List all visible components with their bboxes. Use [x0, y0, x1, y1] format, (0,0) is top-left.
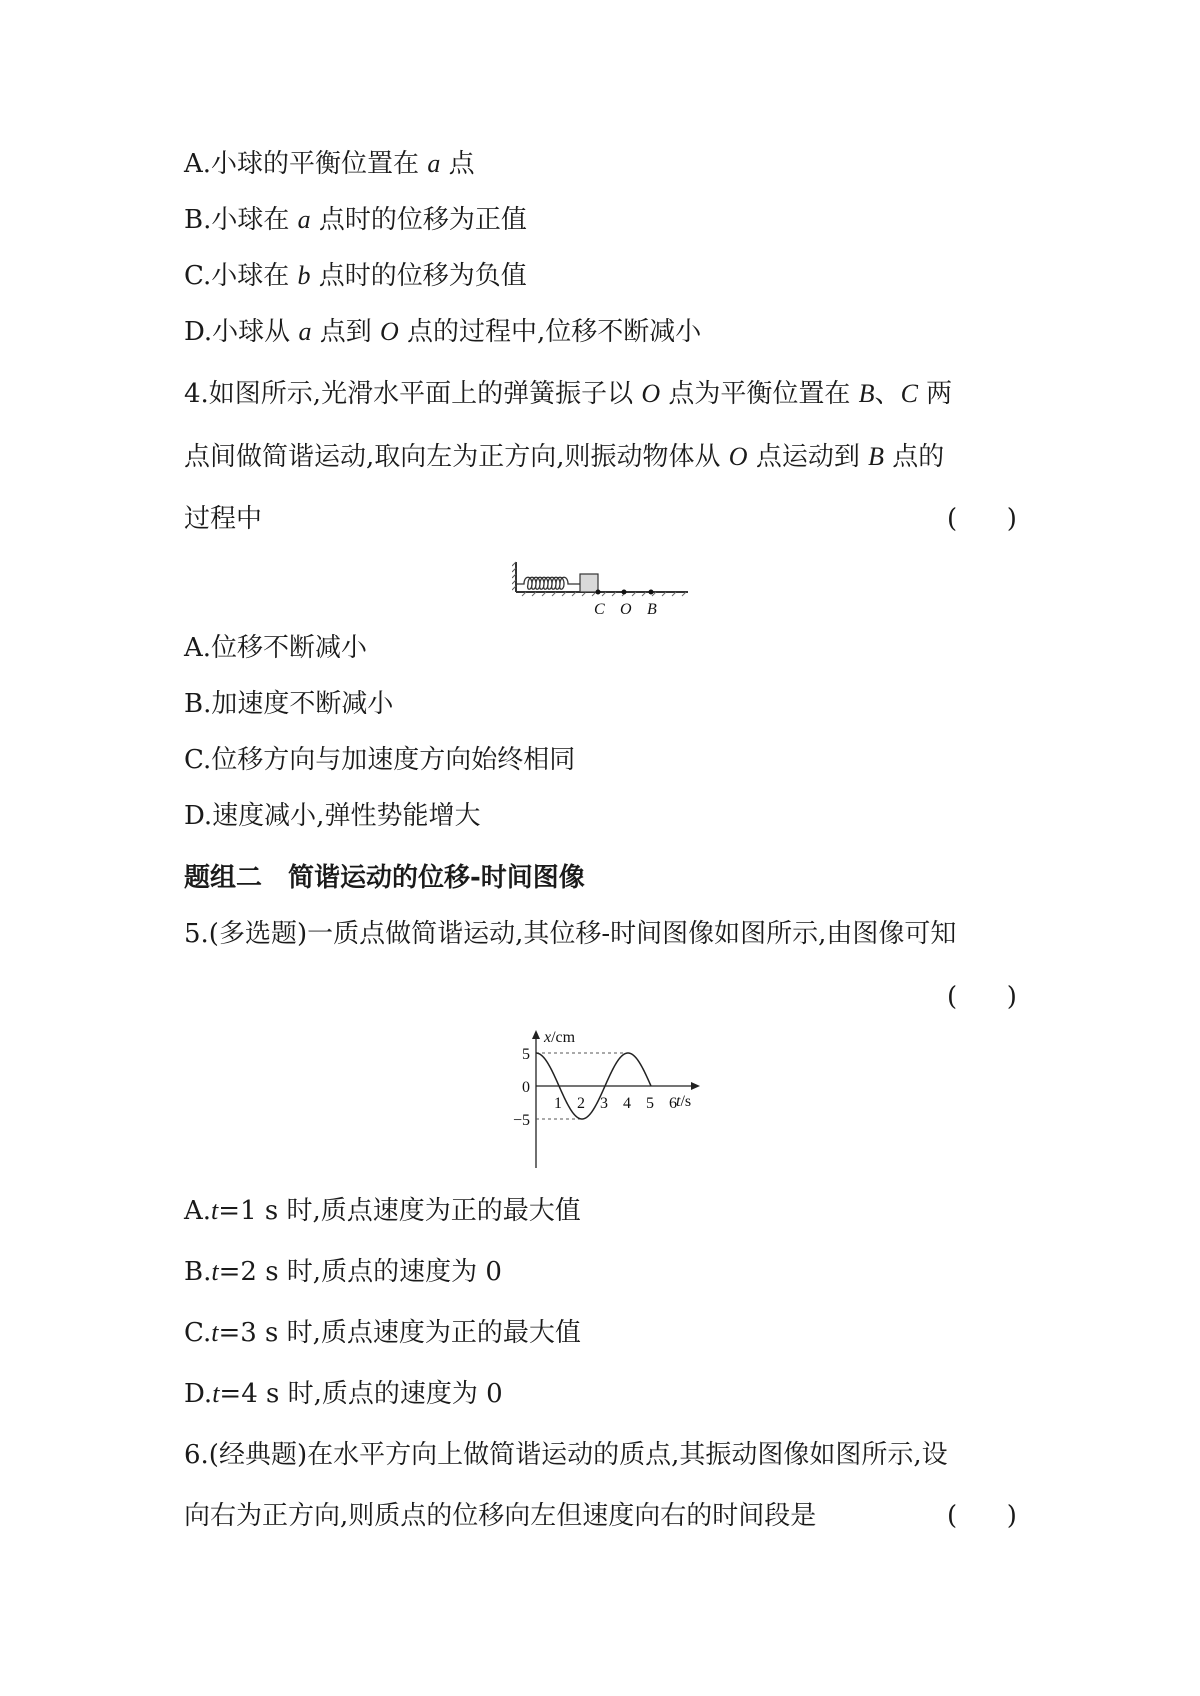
q5-stem: 5.(多选题)一质点做简谐运动,其位移-时间图像如图所示,由图像可知: [184, 919, 957, 949]
q6-stem-line2: 向右为正方向,则质点的位移向左但速度向右的时间段是: [184, 1501, 817, 1531]
label-c: C: [594, 601, 605, 618]
spring-oscillator-figure: [512, 560, 692, 620]
q5-option-a: A.t=1 s 时,质点速度为正的最大值: [184, 1196, 581, 1226]
label-o: O: [620, 601, 632, 618]
y-tick-label: −5: [512, 1112, 530, 1129]
q4-option-a: A.位移不断减小: [184, 633, 368, 663]
q3-option-c: C.小球在 b 点时的位移为负值: [184, 261, 527, 291]
x-tick-label: 4: [623, 1095, 631, 1112]
x-axis-label: t/s: [676, 1093, 692, 1110]
x-tick-label: 6: [669, 1095, 677, 1112]
x-axis-arrow: [691, 1082, 700, 1090]
oscillator-block: [580, 574, 598, 592]
q4-stem-line2: 点间做简谐运动,取向左为正方向,则振动物体从 O 点运动到 B 点的: [184, 442, 945, 472]
y-tick-label: 0: [522, 1079, 530, 1096]
q4-option-b: B.加速度不断减小: [184, 689, 394, 719]
q4-stem-line3: 过程中: [184, 504, 263, 534]
x-tick-label: 1: [554, 1095, 562, 1112]
x-tick-label: 2: [577, 1095, 585, 1112]
q3-option-d: D.小球从 a 点到 O 点的过程中,位移不断减小: [184, 317, 702, 347]
q3-option-b: B.小球在 a 点时的位移为正值: [184, 205, 527, 235]
q3-option-a: A.小球的平衡位置在 a 点: [184, 149, 475, 179]
q4-option-c: C.位移方向与加速度方向始终相同: [184, 745, 576, 775]
y-axis-label: x/cm: [544, 1029, 576, 1046]
q4-stem-line1: 4.如图所示,光滑水平面上的弹簧振子以 O 点为平衡位置在 B、C 两: [184, 379, 953, 409]
q5-option-d: D.t=4 s 时,质点的速度为 0: [184, 1379, 503, 1409]
q4-answer-bracket: ( ): [947, 504, 1017, 534]
section-title: 题组二 简谐运动的位移-时间图像: [184, 863, 585, 893]
label-b: B: [647, 601, 657, 618]
q6-answer-bracket: ( ): [947, 1501, 1017, 1531]
q5-option-c: C.t=3 s 时,质点速度为正的最大值: [184, 1318, 581, 1348]
q6-stem-line1: 6.(经典题)在水平方向上做简谐运动的质点,其振动图像如图所示,设: [184, 1440, 948, 1470]
y-axis-arrow: [532, 1030, 540, 1039]
q5-option-b: B.t=2 s 时,质点的速度为 0: [184, 1257, 502, 1287]
displacement-time-chart: [500, 1028, 710, 1170]
x-tick-label: 3: [600, 1095, 608, 1112]
x-tick-label: 5: [646, 1095, 654, 1112]
q5-answer-bracket: ( ): [947, 982, 1017, 1012]
y-tick-label: 5: [522, 1046, 530, 1063]
q4-option-d: D.速度减小,弹性势能增大: [184, 801, 481, 831]
spring: [516, 577, 580, 589]
